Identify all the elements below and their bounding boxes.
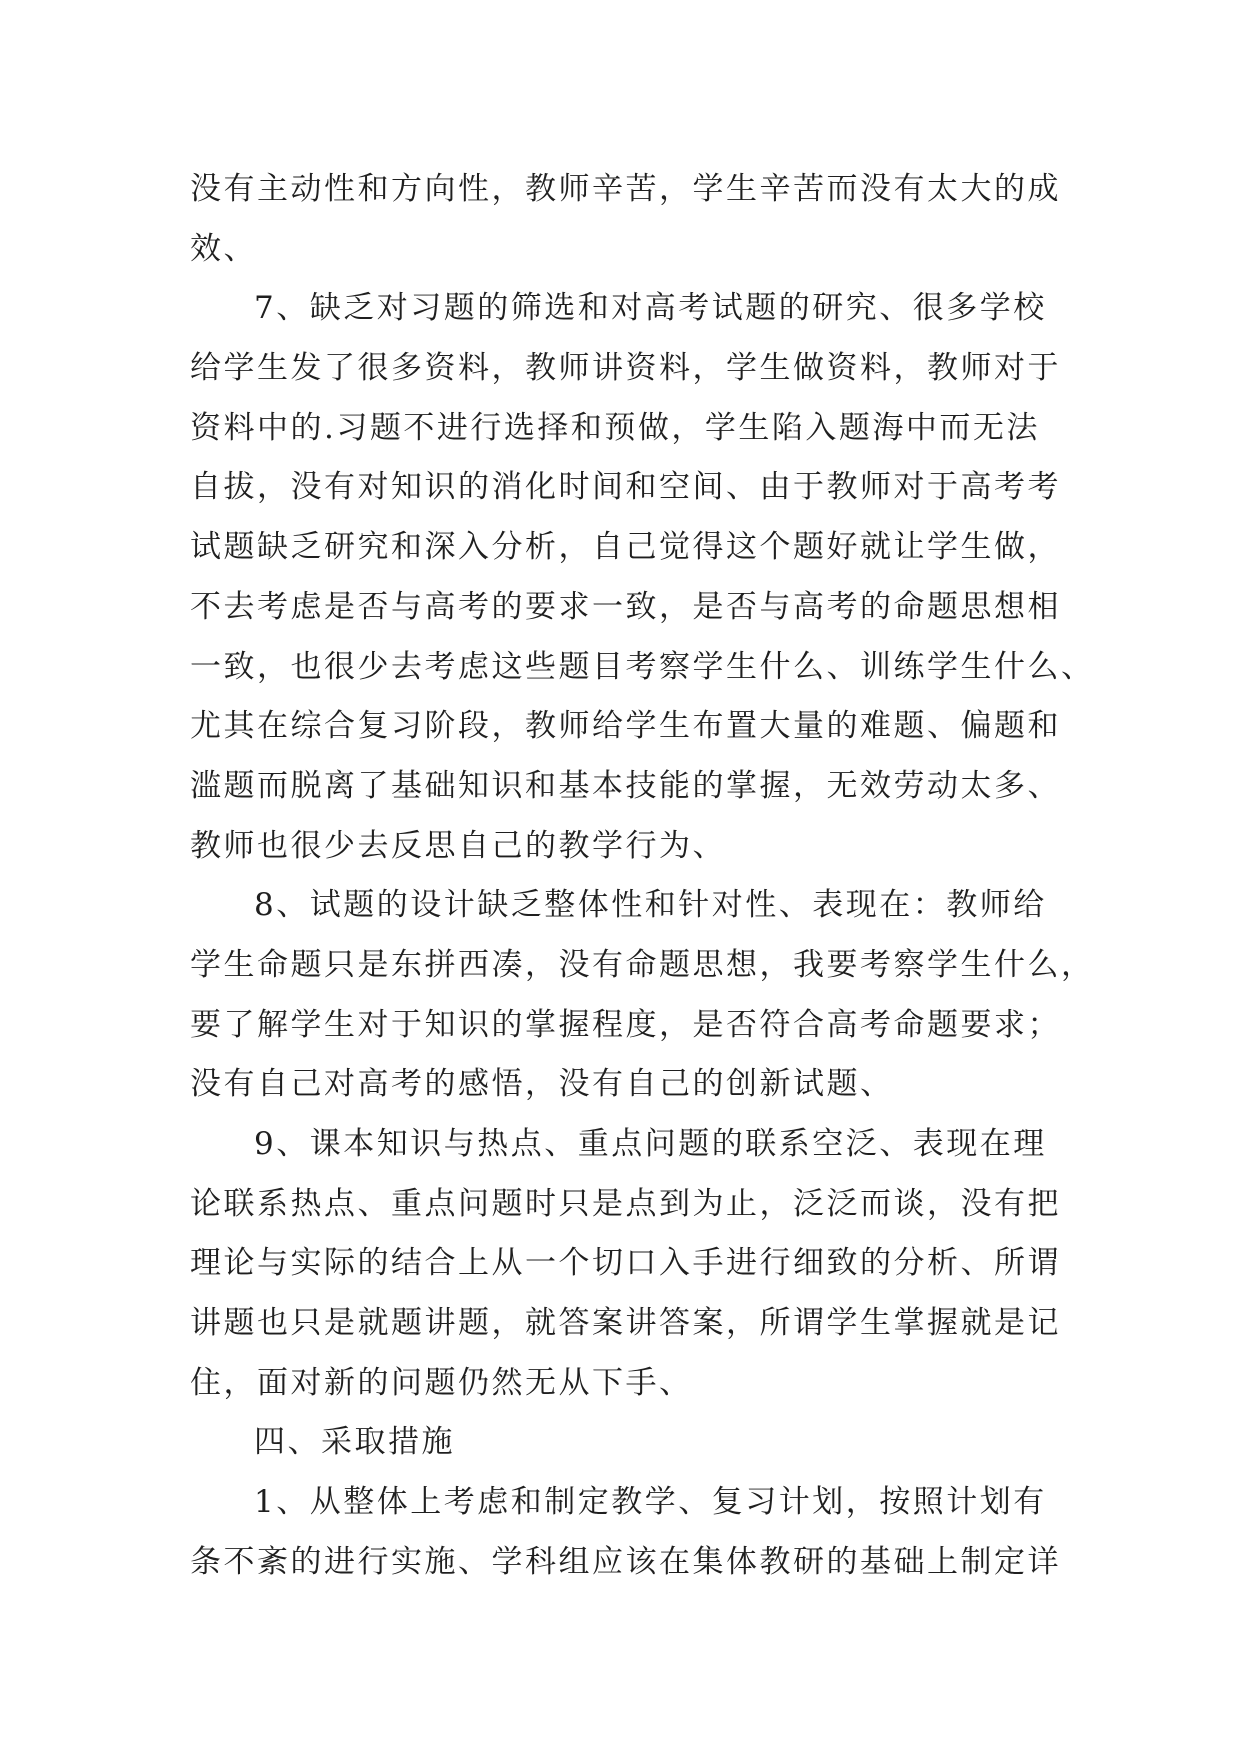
text-line: 尤其在综合复习阶段，教师给学生布置大量的难题、偏题和: [190, 708, 1061, 745]
text-line: 没有自己对高考的感悟，没有自己的创新试题、: [190, 1066, 894, 1103]
text-line: 自拔，没有对知识的消化时间和空间、由于教师对于高考考: [190, 469, 1061, 506]
text-line: 给学生发了很多资料，教师讲资料，学生做资料，教师对于: [190, 350, 1061, 387]
text-line: 一致，也很少去考虑这些题目考察学生什么、训练学生什么、: [190, 648, 1095, 685]
text-line: 滥题而脱离了基础知识和基本技能的掌握，无效劳动太多、: [190, 767, 1061, 804]
text-line: 资料中的.习题不进行选择和预做，学生陷入题海中而无法: [190, 409, 1040, 446]
text-line: 1、从整体上考虑和制定教学、复习计划，按照计划有: [254, 1484, 1047, 1521]
text-line: 四、采取措施: [254, 1424, 455, 1461]
text-line: 试题缺乏研究和深入分析，自己觉得这个题好就让学生做，: [190, 529, 1061, 566]
document-body: [190, 160, 1095, 1593]
text-line: 不去考虑是否与高考的要求一致，是否与高考的命题思想相: [190, 588, 1061, 625]
text-line: 8、试题的设计缺乏整体性和针对性、表现在：教师给: [254, 887, 1047, 924]
text-line: 教师也很少去反思自己的教学行为、: [190, 827, 726, 864]
text-line: 讲题也只是就题讲题，就答案讲答案，所谓学生掌握就是记: [190, 1305, 1061, 1342]
text-line: 论联系热点、重点问题时只是点到为止，泛泛而谈，没有把: [190, 1185, 1061, 1222]
text-line: 效、: [190, 230, 257, 267]
text-line: 9、课本知识与热点、重点问题的联系空泛、表现在理: [254, 1126, 1047, 1162]
text-line: 要了解学生对于知识的掌握程度，是否符合高考命题要求；: [190, 1006, 1061, 1043]
text-line: 没有主动性和方向性，教师辛苦，学生辛苦而没有太大的成: [190, 171, 1061, 207]
text-line: 理论与实际的结合上从一个切口入手进行细致的分析、所谓: [190, 1245, 1061, 1282]
text-line: 7、缺乏对习题的筛选和对高考试题的研究、很多学校: [254, 290, 1047, 327]
text-line: 条不紊的进行实施、学科组应该在集体教研的基础上制定详: [190, 1543, 1061, 1580]
text-line: 住，面对新的问题仍然无从下手、: [190, 1364, 693, 1401]
text-line: 学生命题只是东拼西凑，没有命题思想，我要考察学生什么，: [190, 946, 1095, 983]
